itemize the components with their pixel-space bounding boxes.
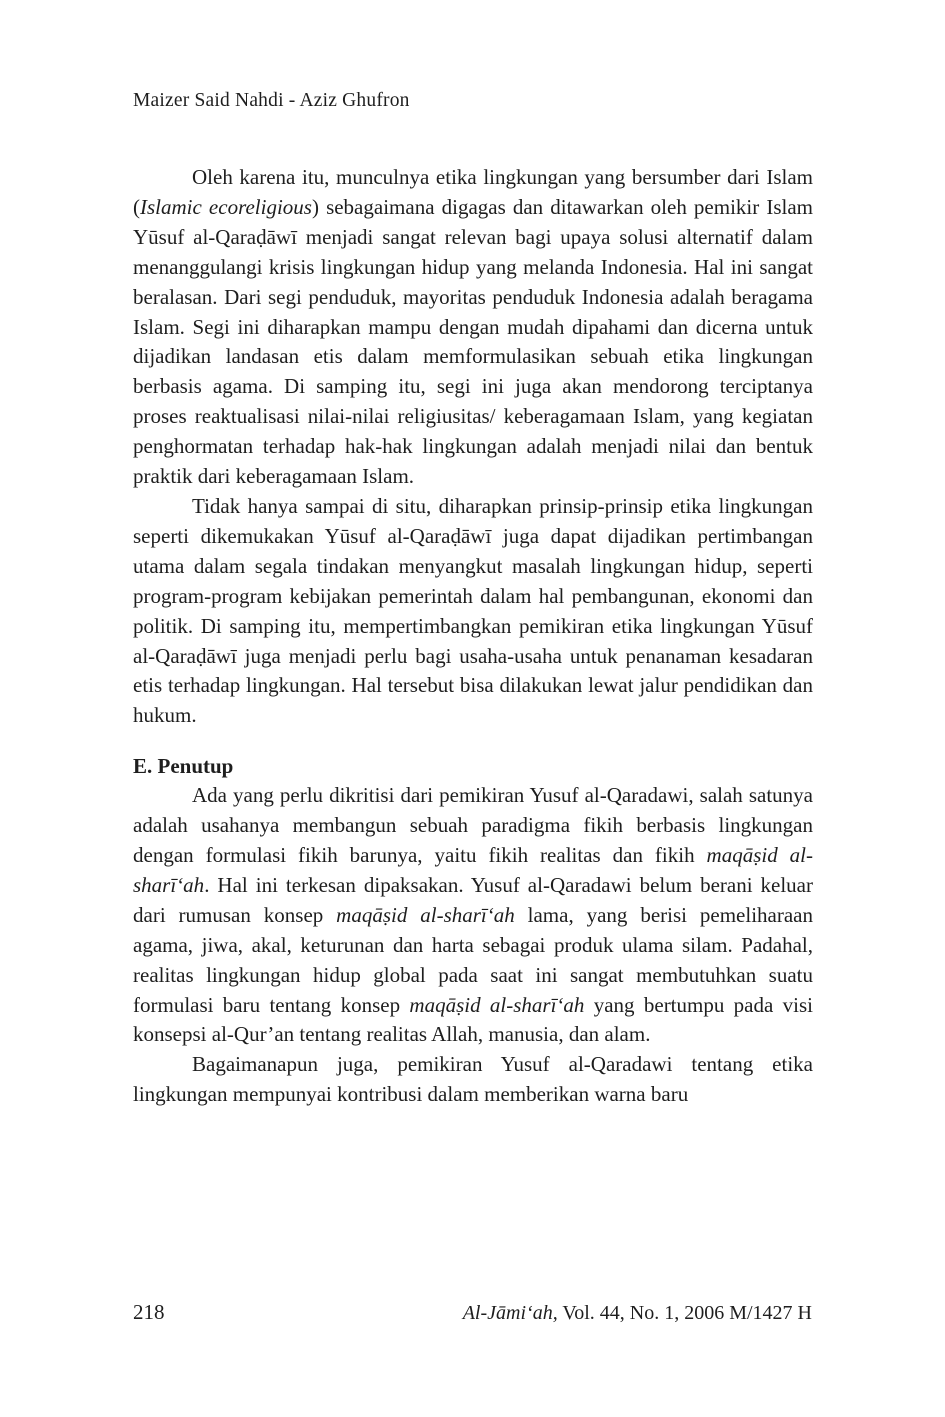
paragraph-text: . Hal ini terkesan dipaksakan. Yusuf al-Qaradawi belum berani keluar dari rumusan konsep bbox=[133, 872, 813, 927]
italic-term: Islamic ecoreligious bbox=[140, 194, 312, 219]
section-heading-penutup: E. Penutup bbox=[133, 754, 234, 779]
article-body bbox=[133, 163, 813, 1110]
paragraph-text: ) sebagaimana digagas dan ditawarkan oleh pemikir Islam Yūsuf al-Qaraḍāwī menjadi sangat relevan bagi upaya solusi alternatif dalam menanggulangi krisis lingkungan hidup yang melanda Indonesia. Hal ini sangat beralasan. Dari segi penduduk, mayoritas penduduk Indonesia adalah beragama Islam. Segi ini diharapkan mampu dengan mudah dipahami dan dicerna untuk dijadikan landasan etis dalam memformulasikan sebuah etika lingkungan berbasis agama. Di samping itu, segi ini juga akan mendorong terciptanya proses reaktualisasi nilai-nilai religiusitas/ keberagamaan Islam, yang kegiatan penghormatan terhadap hak-hak lingkungan adalah menjadi nilai dan bentuk praktik dari keberagamaan Islam. bbox=[133, 194, 814, 489]
journal-citation bbox=[463, 1302, 812, 1325]
italic-term: maqāṣid al-sharī‘ah bbox=[336, 902, 515, 927]
paragraph-environmental-principles: Tidak hanya sampai di situ, diharapkan prinsip-prinsip etika lingkungan seperti dikemukakan Yūsuf al-Qaraḍāwī juga dapat dijadikan pertimbangan utama dalam segala tindakan menyangkut masalah lingkungan hidup, seperti program-program kebijakan pemerintah dalam hal pembangunan, ekonomi dan politik. Di samping itu, mempertimbangkan pemikiran etika lingkungan Yūsuf al-Qaraḍāwī juga menjadi perlu bagi usaha-usaha untuk penanaman kesadaran etis terhadap lingkungan. Hal tersebut bisa dilakukan lewat jalur pendidikan dan hukum. bbox=[133, 493, 813, 728]
paragraph-text: Oleh karena itu, munculnya etika lingkungan yang bersumber dari Islam ( bbox=[133, 165, 813, 219]
paragraph-critique bbox=[133, 781, 813, 1050]
italic-term: maqāṣid al-sharī‘ah bbox=[133, 843, 814, 897]
paragraph-text: lama, yang berisi pemeliharaan agama, jiwa, akal, keturunan dan harta sebagai produk ulama silam. Padahal, realitas lingkungan hidup global pada saat ini sangat membutuhkan suatu formulasi baru tentang konsep bbox=[133, 902, 813, 1017]
journal-name: Al-Jāmi‘ah, bbox=[462, 1302, 558, 1324]
running-head-authors: Maizer Said Nahdi - Aziz Ghufron bbox=[133, 90, 410, 111]
paragraph-text: yang bertumpu pada visi konsepsi al-Qur’an tentang realitas Allah, manusia, dan alam. bbox=[133, 992, 813, 1047]
italic-term: maqāṣid al-sharī‘ah bbox=[409, 992, 585, 1017]
journal-volume: Vol. 44, No. 1, 2006 M/1427 H bbox=[557, 1302, 812, 1324]
paragraph-text: Ada yang perlu dikritisi dari pemikiran Yusuf al-Qaradawi, salah satunya adalah usahanya membangun sebuah paradigma fikih berbasis lingkungan dengan formulasi fikih barunya, yaitu fikih realitas dan fikih bbox=[133, 783, 813, 868]
paragraph-contribution: Bagaimanapun juga, pemikiran Yusuf al-Qaradawi tentang etika lingkungan mempunyai kontribusi dalam memberikan warna baru bbox=[133, 1052, 813, 1107]
page-number: 218 bbox=[133, 1300, 165, 1324]
paragraph-islamic-ecoreligious bbox=[133, 163, 813, 492]
